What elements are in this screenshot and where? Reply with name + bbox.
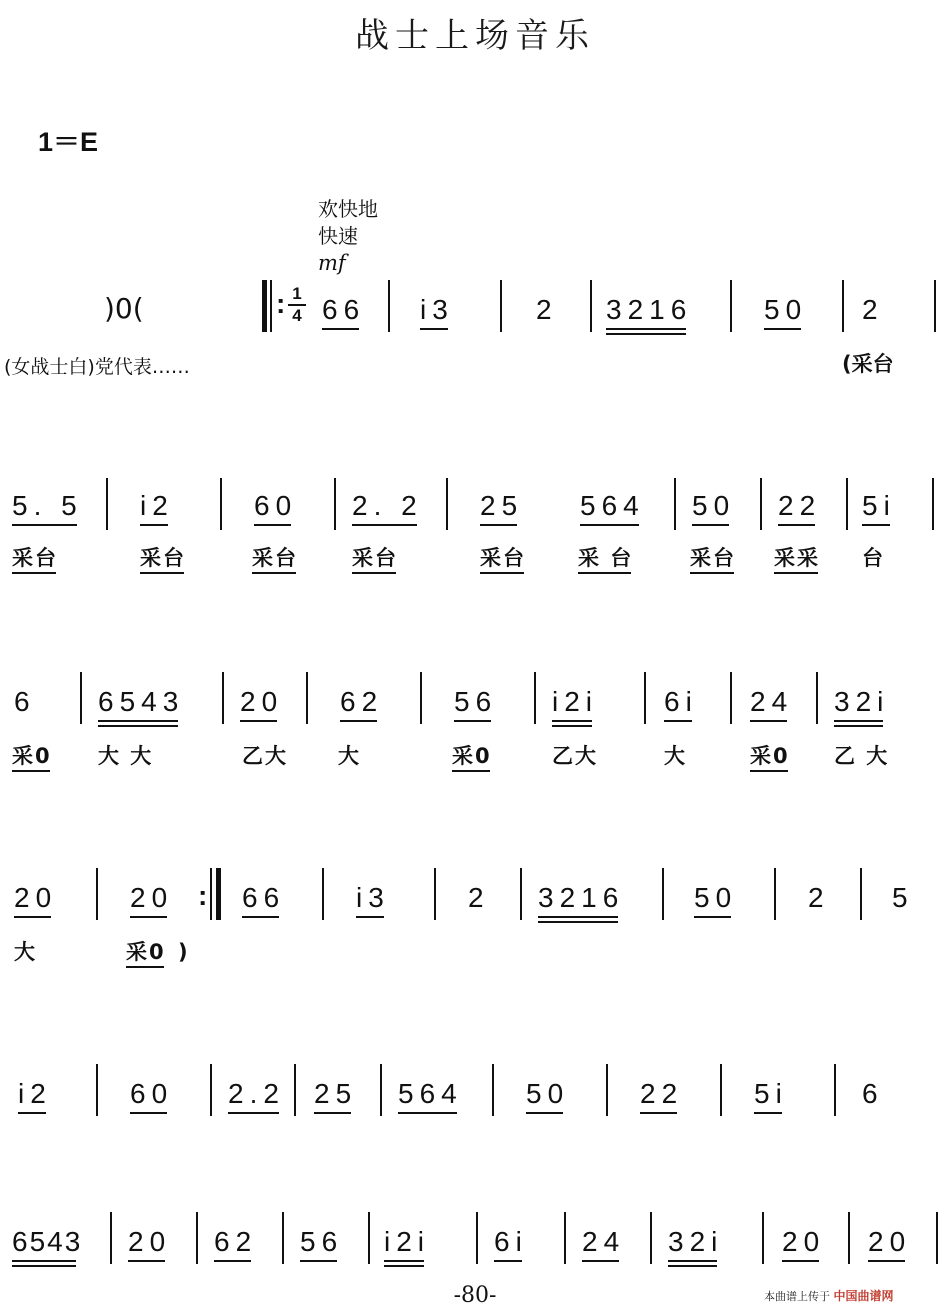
note-group: 20 (128, 1226, 172, 1257)
percussion-syllable: 采0 (750, 744, 790, 768)
note-group: 6543 (12, 1226, 83, 1257)
note-group: 3216 (538, 882, 625, 913)
barline (590, 280, 592, 332)
note-group: 5i (862, 490, 896, 521)
intro-lead: )0( (104, 292, 144, 325)
note-group: 50 (764, 294, 808, 325)
note-group: 2 (808, 882, 830, 913)
note-group: 60 (254, 490, 298, 521)
percussion-syllable: 采 台 (578, 546, 634, 570)
percussion-syllable: 乙 大 (834, 744, 890, 768)
barline (932, 478, 934, 530)
barline (720, 1064, 722, 1116)
note-group: 66 (322, 294, 366, 325)
note-group: 66 (242, 882, 286, 913)
key-signature: 1＝E (38, 127, 99, 157)
percussion-cue: (采台 (842, 352, 894, 376)
note-group: i2i (552, 686, 599, 717)
barline (842, 280, 844, 332)
note-group: 2.2 (228, 1078, 285, 1109)
barline (96, 1064, 98, 1116)
note-group: i2 (18, 1078, 52, 1109)
barline (80, 672, 82, 724)
note-group: 5i (754, 1078, 788, 1109)
note-group: 6543 (98, 686, 185, 717)
note-group: 6 (14, 686, 36, 717)
note-group: 564 (398, 1078, 463, 1109)
barline (846, 478, 848, 530)
percussion-syllable: 大 (338, 744, 361, 768)
barline (322, 868, 324, 920)
note-group: 50 (694, 882, 738, 913)
note-group: 25 (314, 1078, 358, 1109)
tempo-mood: 欢快地 (318, 197, 378, 221)
barline (534, 672, 536, 724)
percussion-syllable: 大 (664, 744, 687, 768)
barline (730, 280, 732, 332)
barline (762, 1212, 764, 1264)
percussion-syllable: 大 大 (98, 744, 154, 768)
note-group: 5. 5 (12, 490, 83, 521)
barline (294, 1064, 296, 1116)
note-group: 32i (834, 686, 890, 717)
page-number: -80- (453, 1283, 497, 1308)
dynamic-marking: mf (318, 251, 346, 275)
barline (860, 868, 862, 920)
percussion-syllable: 采台 (352, 546, 398, 570)
note-group: 6i (664, 686, 698, 717)
note-group: 20 (130, 882, 174, 913)
credit-text: 本曲谱上传于 (764, 1290, 830, 1303)
barline (848, 1212, 850, 1264)
percussion-syllable: 采0 (12, 744, 52, 768)
barline (106, 478, 108, 530)
percussion-syllable: 采采 (774, 546, 820, 570)
percussion-syllable: 采台 (12, 546, 58, 570)
note-group: 62 (214, 1226, 258, 1257)
note-group: 60 (130, 1078, 174, 1109)
barline (934, 280, 936, 332)
barline (760, 478, 762, 530)
note-group: 22 (778, 490, 822, 521)
barline (210, 868, 212, 920)
barline (500, 280, 502, 332)
tempo-marking (318, 196, 378, 277)
upload-credit (764, 1287, 894, 1304)
site-logo[interactable]: 中国曲谱网 (833, 1289, 894, 1303)
barline (380, 1064, 382, 1116)
percussion-syllable: 乙大 (552, 744, 598, 768)
note-group: 2 (536, 294, 558, 325)
percussion-syllable: 采台 (480, 546, 526, 570)
repeat-barline (262, 280, 267, 332)
barline (834, 1064, 836, 1116)
note-group: 56 (300, 1226, 344, 1257)
barline (282, 1212, 284, 1264)
note-group: i2 (140, 490, 174, 521)
barline (388, 280, 390, 332)
percussion-syllable: 大 (14, 940, 37, 964)
note-group: 20 (782, 1226, 826, 1257)
note-group: i2i (384, 1226, 431, 1257)
note-group: 22 (640, 1078, 684, 1109)
note-group: 20 (868, 1226, 912, 1257)
barline (674, 478, 676, 530)
barline (730, 672, 732, 724)
note-group: 20 (240, 686, 284, 717)
note-group: 3216 (606, 294, 693, 325)
time-signature-numerator: 1 (292, 284, 302, 303)
barline (644, 672, 646, 724)
percussion-syllable: 乙大 (242, 744, 288, 768)
note-group: 2 (468, 882, 490, 913)
note-group: 6i (494, 1226, 528, 1257)
barline (816, 672, 818, 724)
note-group: 564 (580, 490, 645, 521)
barline (220, 478, 222, 530)
barline (774, 868, 776, 920)
barline (936, 1212, 938, 1264)
time-signature (286, 284, 308, 326)
repeat-dots: : (276, 288, 286, 319)
note-group: 56 (454, 686, 498, 717)
note-group: 6 (862, 1078, 884, 1109)
percussion-syllable: 采台 (690, 546, 736, 570)
closing-paren: ) (178, 940, 190, 964)
barline (662, 868, 664, 920)
note-group: 2. 2 (352, 490, 423, 521)
percussion-syllable: 采台 (140, 546, 186, 570)
note-group: 2 (862, 294, 884, 325)
repeat-barline (216, 868, 221, 920)
note-group: 32i (668, 1226, 724, 1257)
barline (334, 478, 336, 530)
barline (270, 280, 272, 332)
barline (606, 1064, 608, 1116)
percussion-syllable: 台 (862, 546, 885, 570)
tempo-speed: 快速 (318, 224, 358, 248)
barline (368, 1212, 370, 1264)
barline (650, 1212, 652, 1264)
percussion-syllable: 采台 (252, 546, 298, 570)
barline (306, 672, 308, 724)
barline (222, 672, 224, 724)
note-group: 25 (480, 490, 524, 521)
score-title: 战士上场音乐 (355, 16, 595, 56)
note-group: 50 (526, 1078, 570, 1109)
spoken-line: (女战士白)党代表…… (4, 356, 190, 378)
barline (96, 868, 98, 920)
note-group: 62 (340, 686, 384, 717)
note-group: 20 (14, 882, 58, 913)
barline (110, 1212, 112, 1264)
barline (564, 1212, 566, 1264)
barline (434, 868, 436, 920)
note-group: 24 (750, 686, 794, 717)
time-signature-denominator: 4 (292, 306, 302, 325)
barline (196, 1212, 198, 1264)
barline (446, 478, 448, 530)
barline (492, 1064, 494, 1116)
barline (520, 868, 522, 920)
repeat-dots: : (198, 880, 208, 911)
note-group: i3 (420, 294, 454, 325)
barline (420, 672, 422, 724)
percussion-syllable: 采0 (126, 940, 166, 964)
percussion-syllable: 采0 (452, 744, 492, 768)
note-group: 50 (692, 490, 736, 521)
note-group: i3 (356, 882, 390, 913)
note-group: 5 (892, 882, 914, 913)
note-group: 24 (582, 1226, 626, 1257)
barline (210, 1064, 212, 1116)
barline (476, 1212, 478, 1264)
